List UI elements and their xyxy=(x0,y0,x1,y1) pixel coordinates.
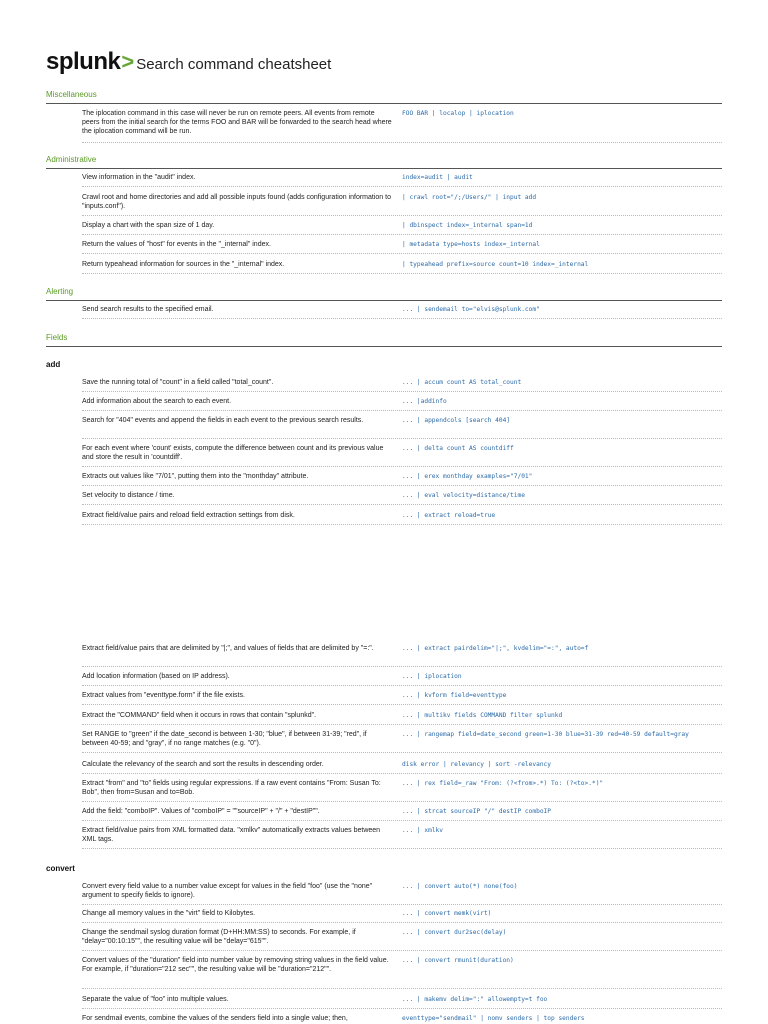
row-description: Return the values of "host" for events in the "_internal" index. xyxy=(82,241,271,248)
section-miscellaneous xyxy=(46,90,722,104)
table-row xyxy=(82,956,722,989)
row-description: Display a chart with the span size of 1 day. xyxy=(82,222,215,229)
group-title-add: add xyxy=(46,360,61,369)
table-row xyxy=(82,109,722,143)
table-row xyxy=(82,826,722,849)
section-title-miscellaneous: Miscellaneous xyxy=(46,90,722,104)
row-command: ... | erex monthday examples="7/01" xyxy=(402,473,533,480)
page-header xyxy=(46,48,331,80)
row-description: Extract field/value pairs and reload field extraction settings from disk. xyxy=(82,512,295,519)
row-description: Calculate the relevancy of the search and sort the results in descending order. xyxy=(82,761,324,768)
row-command: ... |addinfo xyxy=(402,398,447,405)
row-command: ... | xmlkv xyxy=(402,827,443,834)
row-description: For each event where 'count' exists, compute the difference between count and its previous value and store the result in 'countdiff'. xyxy=(82,445,384,461)
row-command: disk error | relevancy | sort -relevancy xyxy=(402,761,552,768)
table-row xyxy=(82,995,722,1009)
row-description: Send search results to the specified email. xyxy=(82,306,214,313)
row-command: ... | convert auto(*) none(foo) xyxy=(402,883,518,890)
page-title: Search command cheatsheet xyxy=(136,56,332,73)
row-command: ... | multikv fields COMMAND filter splunkd xyxy=(402,712,563,719)
row-command: ... | convert memk(virt) xyxy=(402,910,492,917)
table-row xyxy=(82,240,722,254)
section-title-fields: Fields xyxy=(46,333,722,347)
row-description: Change all memory values in the "virt" field to Kilobytes. xyxy=(82,910,256,917)
row-description: Crawl root and home directories and add all possible inputs found (adds configuration information to "inputs.conf"). xyxy=(82,194,391,210)
row-command: ... | rangemap field=date_second green=1-30 blue=31-39 red=40-59 default=gray xyxy=(402,731,689,738)
table-row xyxy=(82,221,722,235)
table-row xyxy=(82,193,722,216)
table-row xyxy=(82,672,722,686)
row-command: ... | extract pairdelim="|;", kvdelim="=:", auto=f xyxy=(402,645,589,652)
section-fields xyxy=(46,333,722,347)
section-title-alerting: Alerting xyxy=(46,287,722,301)
table-row xyxy=(82,928,722,951)
row-description: Extract field/value pairs that are delimited by "|;", and values of fields that are delimited by "=:". xyxy=(82,645,374,652)
row-description: Add location information (based on IP address). xyxy=(82,673,230,680)
row-command: ... | eval velocity=distance/time xyxy=(402,492,525,499)
table-row xyxy=(82,511,722,525)
row-description: Extract "from" and "to" fields using regular expressions. If a raw event contains "From: Susan To: Bob", then from=Susan and to=Bob. xyxy=(82,780,381,796)
table-row xyxy=(82,378,722,392)
table-row xyxy=(82,1014,722,1024)
row-command: | dbinspect index=_internal span=1d xyxy=(402,222,533,229)
table-row xyxy=(82,644,722,667)
table-row xyxy=(82,173,722,187)
row-description: Set velocity to distance / time. xyxy=(82,492,175,499)
row-description: Add information about the search to each event. xyxy=(82,398,232,405)
row-command: ... | strcat sourceIP "/" destIP comboIP xyxy=(402,808,552,815)
table-row xyxy=(82,397,722,411)
row-command: ... | appendcols [search 404] xyxy=(402,417,511,424)
section-administrative xyxy=(46,155,722,169)
row-description: Separate the value of "foo" into multiple values. xyxy=(82,996,229,1003)
group-add xyxy=(46,360,722,369)
row-description: Save the running total of "count" in a field called "total_count". xyxy=(82,379,274,386)
table-row xyxy=(82,260,722,274)
section-alerting xyxy=(46,287,722,301)
row-description: Convert values of the "duration" field into number value by removing string values in the field value. For example, if "duration="212 sec"", the resulting value will be "duration="212"". xyxy=(82,957,389,973)
row-command: | crawl root="/;/Users/" | input add xyxy=(402,194,537,201)
group-title-convert: convert xyxy=(46,864,75,873)
row-command: ... | iplocation xyxy=(402,673,462,680)
table-row xyxy=(82,416,722,439)
table-row xyxy=(82,909,722,923)
row-command: ... | sendemail to="elvis@splunk.com" xyxy=(402,306,540,313)
row-description: Return typeahead information for sources in the "_internal" index. xyxy=(82,261,285,268)
row-command: | typeahead prefix=source count=10 index=_internal xyxy=(402,261,589,268)
table-row xyxy=(82,711,722,725)
table-row xyxy=(82,779,722,802)
row-description: Convert every field value to a number value except for values in the field "foo" (use the "none" argument to specify fields to ignore). xyxy=(82,883,373,899)
table-row xyxy=(82,472,722,486)
row-command: index=audit | audit xyxy=(402,174,473,181)
row-description: The iplocation command in this case will never be run on remote peers. All events from remote peers from the initial search for the terms FOO and BAR will be forwarded to the search head where the iplocation command will be run. xyxy=(82,110,392,135)
row-description: Extract values from "eventtype.form" if the file exists. xyxy=(82,692,245,699)
row-command: ... | convert rmunit(duration) xyxy=(402,957,514,964)
row-command: ... | extract reload=true xyxy=(402,512,496,519)
row-description: Extracts out values like "7/01", putting them into the "monthday" attribute. xyxy=(82,473,309,480)
row-command: ... | convert dur2sec(delay) xyxy=(402,929,507,936)
row-description: Extract field/value pairs from XML formatted data. "xmlkv" automatically extracts values between XML tags. xyxy=(82,827,381,843)
row-command: FOO BAR | localop | iplocation xyxy=(402,110,514,117)
table-row xyxy=(82,807,722,821)
row-command: ... | rex field=_raw "From: (?<from>.*) To: (?<to>.*)" xyxy=(402,780,604,787)
row-command: ... | kvform field=eventtype xyxy=(402,692,507,699)
row-description: Set RANGE to "green" if the date_second is between 1-30; "blue", if between 31-39; "red", if between 40-59; and "gray", if no range matches (e.g. "0"). xyxy=(82,731,367,747)
splunk-logo: splunk xyxy=(46,48,121,75)
row-description: View information in the "audit" index. xyxy=(82,174,196,181)
table-row xyxy=(82,691,722,705)
table-row xyxy=(82,730,722,753)
table-row xyxy=(82,444,722,467)
row-description: For sendmail events, combine the values of the senders field into a single value; then, xyxy=(82,1015,348,1022)
table-row xyxy=(82,305,722,319)
table-row xyxy=(82,882,722,905)
row-command: | metadata type=hosts index=_internal xyxy=(402,241,540,248)
row-command: ... | makemv delim=":" allowempty=t foo xyxy=(402,996,548,1003)
section-title-administrative: Administrative xyxy=(46,155,722,169)
row-description: Change the sendmail syslog duration format (D+HH:MM:SS) to seconds. For example, if "delay="00:10:15"", the resulting value will be "delay="615"". xyxy=(82,929,356,945)
row-command: ... | delta count AS countdiff xyxy=(402,445,514,452)
group-convert xyxy=(46,864,722,873)
row-command: ... | accum count AS total_count xyxy=(402,379,522,386)
row-description: Search for "404" events and append the fields in each event to the previous search results. xyxy=(82,417,364,424)
table-row xyxy=(82,491,722,505)
row-description: Extract the "COMMAND" field when it occurs in rows that contain "splunkd". xyxy=(82,712,317,719)
row-command: eventtype="sendmail" | nomv senders | top senders xyxy=(402,1015,585,1022)
chevron-right-icon: > xyxy=(121,49,135,74)
row-description: Add the field: "comboIP". Values of "comboIP" = ""sourceIP" + "/" + "destIP"". xyxy=(82,808,320,815)
table-row xyxy=(82,760,722,774)
